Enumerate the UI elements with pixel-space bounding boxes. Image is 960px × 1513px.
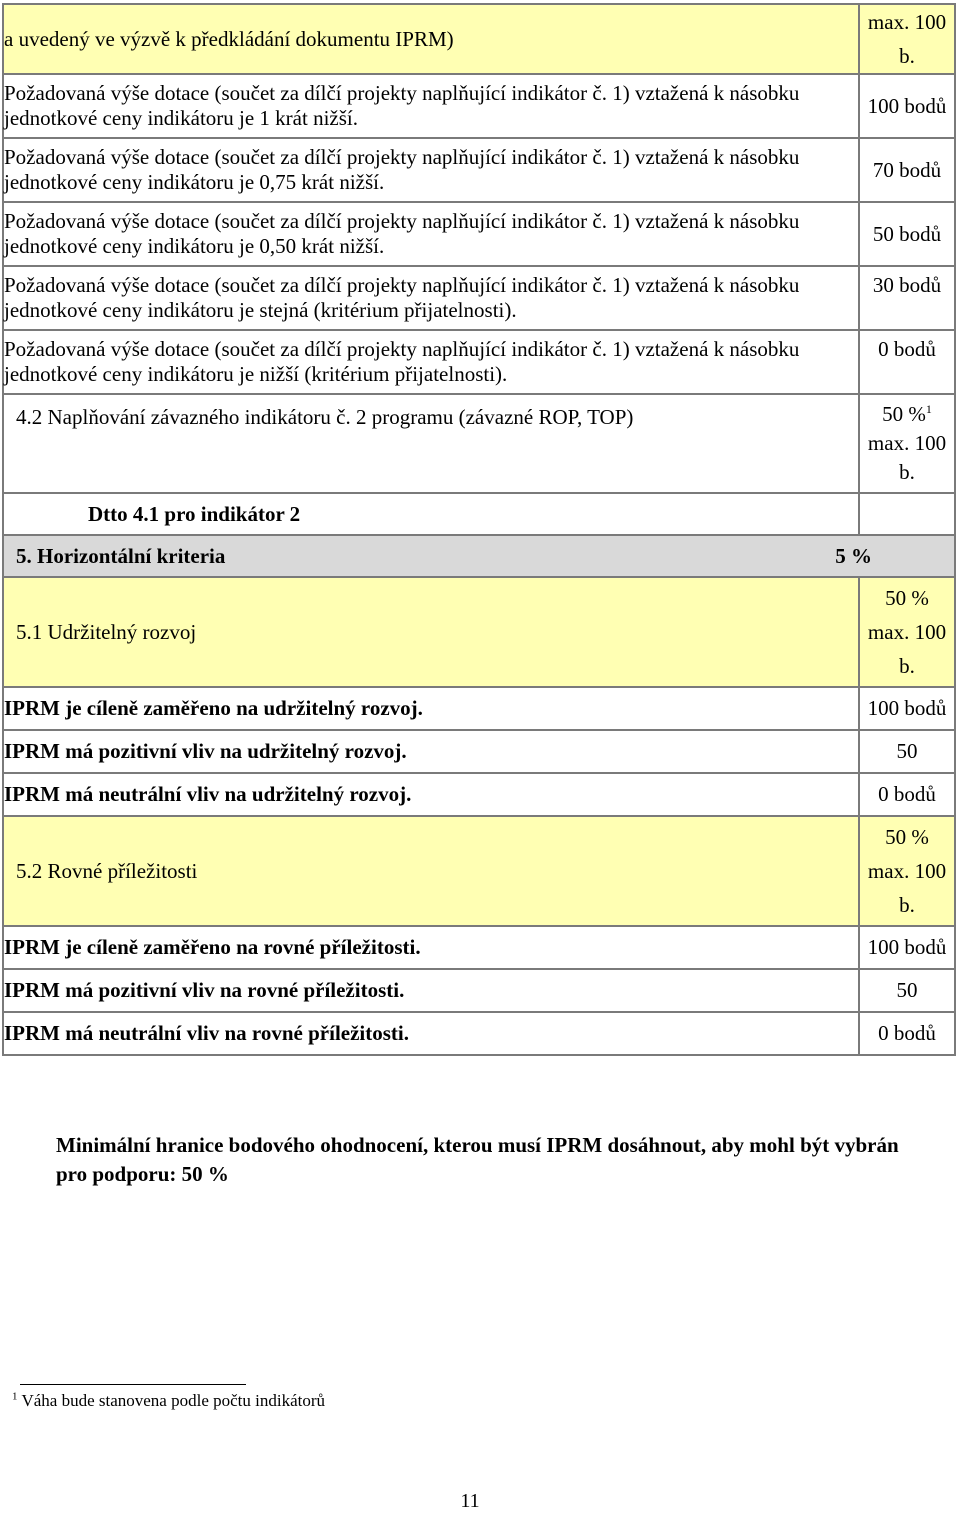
- section-4-2-weight: 50 %$^1$ max. 100 b.: [859, 394, 955, 493]
- option-points: 0 bodů: [859, 1012, 955, 1055]
- option-text: Požadovaná výše dotace (součet za dílčí projekty naplňující indikátor č. 1) vztažená k násobku jednotkové ceny indikátoru je nižší (kritérium přijatelnosti).: [3, 330, 859, 394]
- option-points: 0 bodů: [859, 773, 955, 816]
- option-text: IPRM má pozitivní vliv na udržitelný rozvoj.: [3, 730, 859, 773]
- footnote-ref: 1: [925, 402, 932, 416]
- section-5-title: 5. Horizontální kriteria: [16, 544, 226, 568]
- section-5-2-weight: 50 % max. 100 b.: [859, 816, 955, 926]
- table-row: [3, 687, 955, 730]
- table-row: [3, 74, 955, 138]
- section-5-2-max: max. 100 b.: [867, 859, 947, 917]
- option-text: IPRM má neutrální vliv na rovné příležitosti.: [3, 1012, 859, 1055]
- option-points: 100 bodů: [859, 687, 955, 730]
- option-points: 30 bodů: [859, 266, 955, 330]
- option-text: Požadovaná výše dotace (součet za dílčí projekty naplňující indikátor č. 1) vztažená k násobku jednotkové ceny indikátoru je 0,50 krát nižší.: [3, 202, 859, 266]
- option-points: 50: [859, 969, 955, 1012]
- criteria-table: [2, 3, 956, 1056]
- table-row: [3, 535, 955, 577]
- table-row: [3, 577, 955, 687]
- section-5-1-title: 5.1 Udržitelný rozvoj: [3, 577, 859, 687]
- footnote: [12, 1390, 325, 1412]
- table-row: [3, 138, 955, 202]
- section-5-header: [3, 535, 955, 577]
- footnote-separator: [20, 1384, 246, 1385]
- table-row: [3, 493, 955, 535]
- option-text: IPRM má pozitivní vliv na rovné příležitosti.: [3, 969, 859, 1012]
- table-row: [3, 4, 955, 74]
- option-text: IPRM je cíleně zaměřeno na udržitelný rozvoj.: [3, 687, 859, 730]
- criterion-max: max. 100 b.: [859, 4, 955, 74]
- table-row: [3, 394, 955, 493]
- option-points: 0 bodů: [859, 330, 955, 394]
- table-row: [3, 926, 955, 969]
- footnote-mark: 1: [12, 1390, 18, 1403]
- option-text: Požadovaná výše dotace (součet za dílčí projekty naplňující indikátor č. 1) vztažená k násobku jednotkové ceny indikátoru je 1 krát nižší.: [3, 74, 859, 138]
- minimum-threshold-text: Minimální hranice bodového ohodnocení, kterou musí IPRM dosáhnout, aby mohl být vybrán pro podporu: 50 %: [56, 1133, 899, 1186]
- criterion-heading: a uvedený ve výzvě k předkládání dokumentu IPRM): [3, 4, 859, 74]
- option-points: 100 bodů: [859, 926, 955, 969]
- table-row: [3, 730, 955, 773]
- table-row: [3, 969, 955, 1012]
- table-row: [3, 330, 955, 394]
- section-5-2-title: 5.2 Rovné příležitosti: [3, 816, 859, 926]
- option-points: 100 bodů: [859, 74, 955, 138]
- section-4-2-max: max. 100 b.: [867, 431, 947, 484]
- footnote-text: Váha bude stanovena podle počtu indikátorů: [21, 1391, 326, 1410]
- empty-cell: [859, 493, 955, 535]
- option-points: 50: [859, 730, 955, 773]
- option-points: 70 bodů: [859, 138, 955, 202]
- option-text: IPRM je cíleně zaměřeno na rovné příležitosti.: [3, 926, 859, 969]
- option-points: 50 bodů: [859, 202, 955, 266]
- section-5-1-max: max. 100 b.: [867, 620, 947, 678]
- section-4-2-title: 4.2 Naplňování závazného indikátoru č. 2 programu (závazné ROP, TOP): [3, 394, 859, 493]
- section-5-weight: 5 %: [835, 544, 872, 568]
- section-5-1-weight: 50 % max. 100 b.: [859, 577, 955, 687]
- table-row: [3, 202, 955, 266]
- table-row: [3, 1012, 955, 1055]
- option-text: IPRM má neutrální vliv na udržitelný rozvoj.: [3, 773, 859, 816]
- table-row: [3, 816, 955, 926]
- option-text: Požadovaná výše dotace (součet za dílčí projekty naplňující indikátor č. 1) vztažená k násobku jednotkové ceny indikátoru je 0,75 krát nižší.: [3, 138, 859, 202]
- page-number: 11: [460, 1490, 480, 1512]
- dtto-text: Dtto 4.1 pro indikátor 2: [3, 493, 859, 535]
- table-row: [3, 773, 955, 816]
- option-text: Požadovaná výše dotace (součet za dílčí projekty naplňující indikátor č. 1) vztažená k násobku jednotkové ceny indikátoru je stejná (kritérium přijatelnosti).: [3, 266, 859, 330]
- table-row: [3, 266, 955, 330]
